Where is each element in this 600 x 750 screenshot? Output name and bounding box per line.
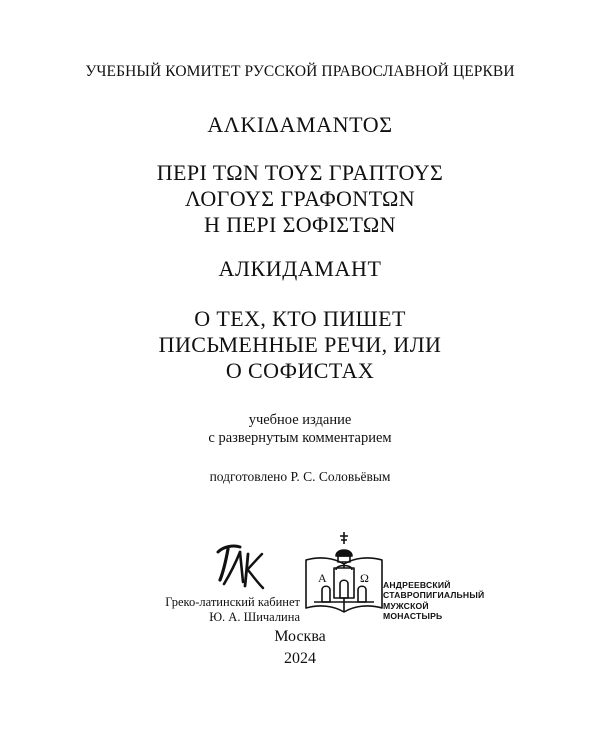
work-title-greek-line: Η ΠΕΡΙ ΣΟΦΙΣΤΩΝ [204, 212, 396, 237]
committee-heading: УЧЕБНЫЙ КОМИТЕТ РУССКОЙ ПРАВОСЛАВНОЙ ЦЕРКВИ [85, 63, 515, 80]
work-title-russian [0, 306, 600, 384]
prepared-by: подготовлено Р. С. Соловьёвым [209, 469, 391, 484]
gl-caption-line: Греко-латинский кабинет [165, 595, 300, 609]
work-title-russian-line: О СОФИСТАХ [225, 358, 375, 383]
monastery-caption-line: СТАВРОПИГИАЛЬНЫЙ [383, 590, 485, 601]
monastery-caption-line: АНДРЕЕВСКИЙ [383, 580, 451, 590]
monastery-logo-icon [300, 530, 396, 620]
work-title-greek [0, 160, 600, 238]
work-title-russian-line: ПИСЬМЕННЫЕ РЕЧИ, ИЛИ [158, 332, 442, 357]
edition-line: с развернутым комментарием [208, 430, 392, 446]
author-greek: ΑΛΚΙΔΑΜΑΝΤΟΣ [207, 112, 393, 137]
svg-text:A: A [318, 571, 327, 585]
work-title-greek-line: ΠΕΡΙ ΤΩΝ ΤΟΥΣ ΓΡΑΠΤΟΥΣ [156, 160, 444, 185]
monastery-caption [383, 580, 484, 622]
monastery-caption-line: МУЖСКОЙ [383, 600, 429, 611]
gl-cabinet-caption [150, 595, 300, 625]
gl-caption-line: Ю. А. Шичалина [209, 610, 300, 624]
edition-line: учебное издание [248, 412, 352, 428]
svg-text:Ω: Ω [360, 571, 369, 585]
monastery-caption-line: МОНАСТЫРЬ [383, 611, 443, 622]
author-russian: АЛКИДАМАНТ [218, 256, 382, 281]
work-title-greek-line: ΛΟΓΟΥΣ ΓΡΑΦΟΝΤΩΝ [184, 186, 416, 211]
gl-cabinet-logo-icon [210, 540, 270, 595]
publication-city: Москва [274, 628, 326, 645]
edition-note [0, 411, 600, 447]
publication-year: 2024 [284, 650, 316, 667]
work-title-russian-line: О ТЕХ, КТО ПИШЕТ [194, 306, 406, 331]
